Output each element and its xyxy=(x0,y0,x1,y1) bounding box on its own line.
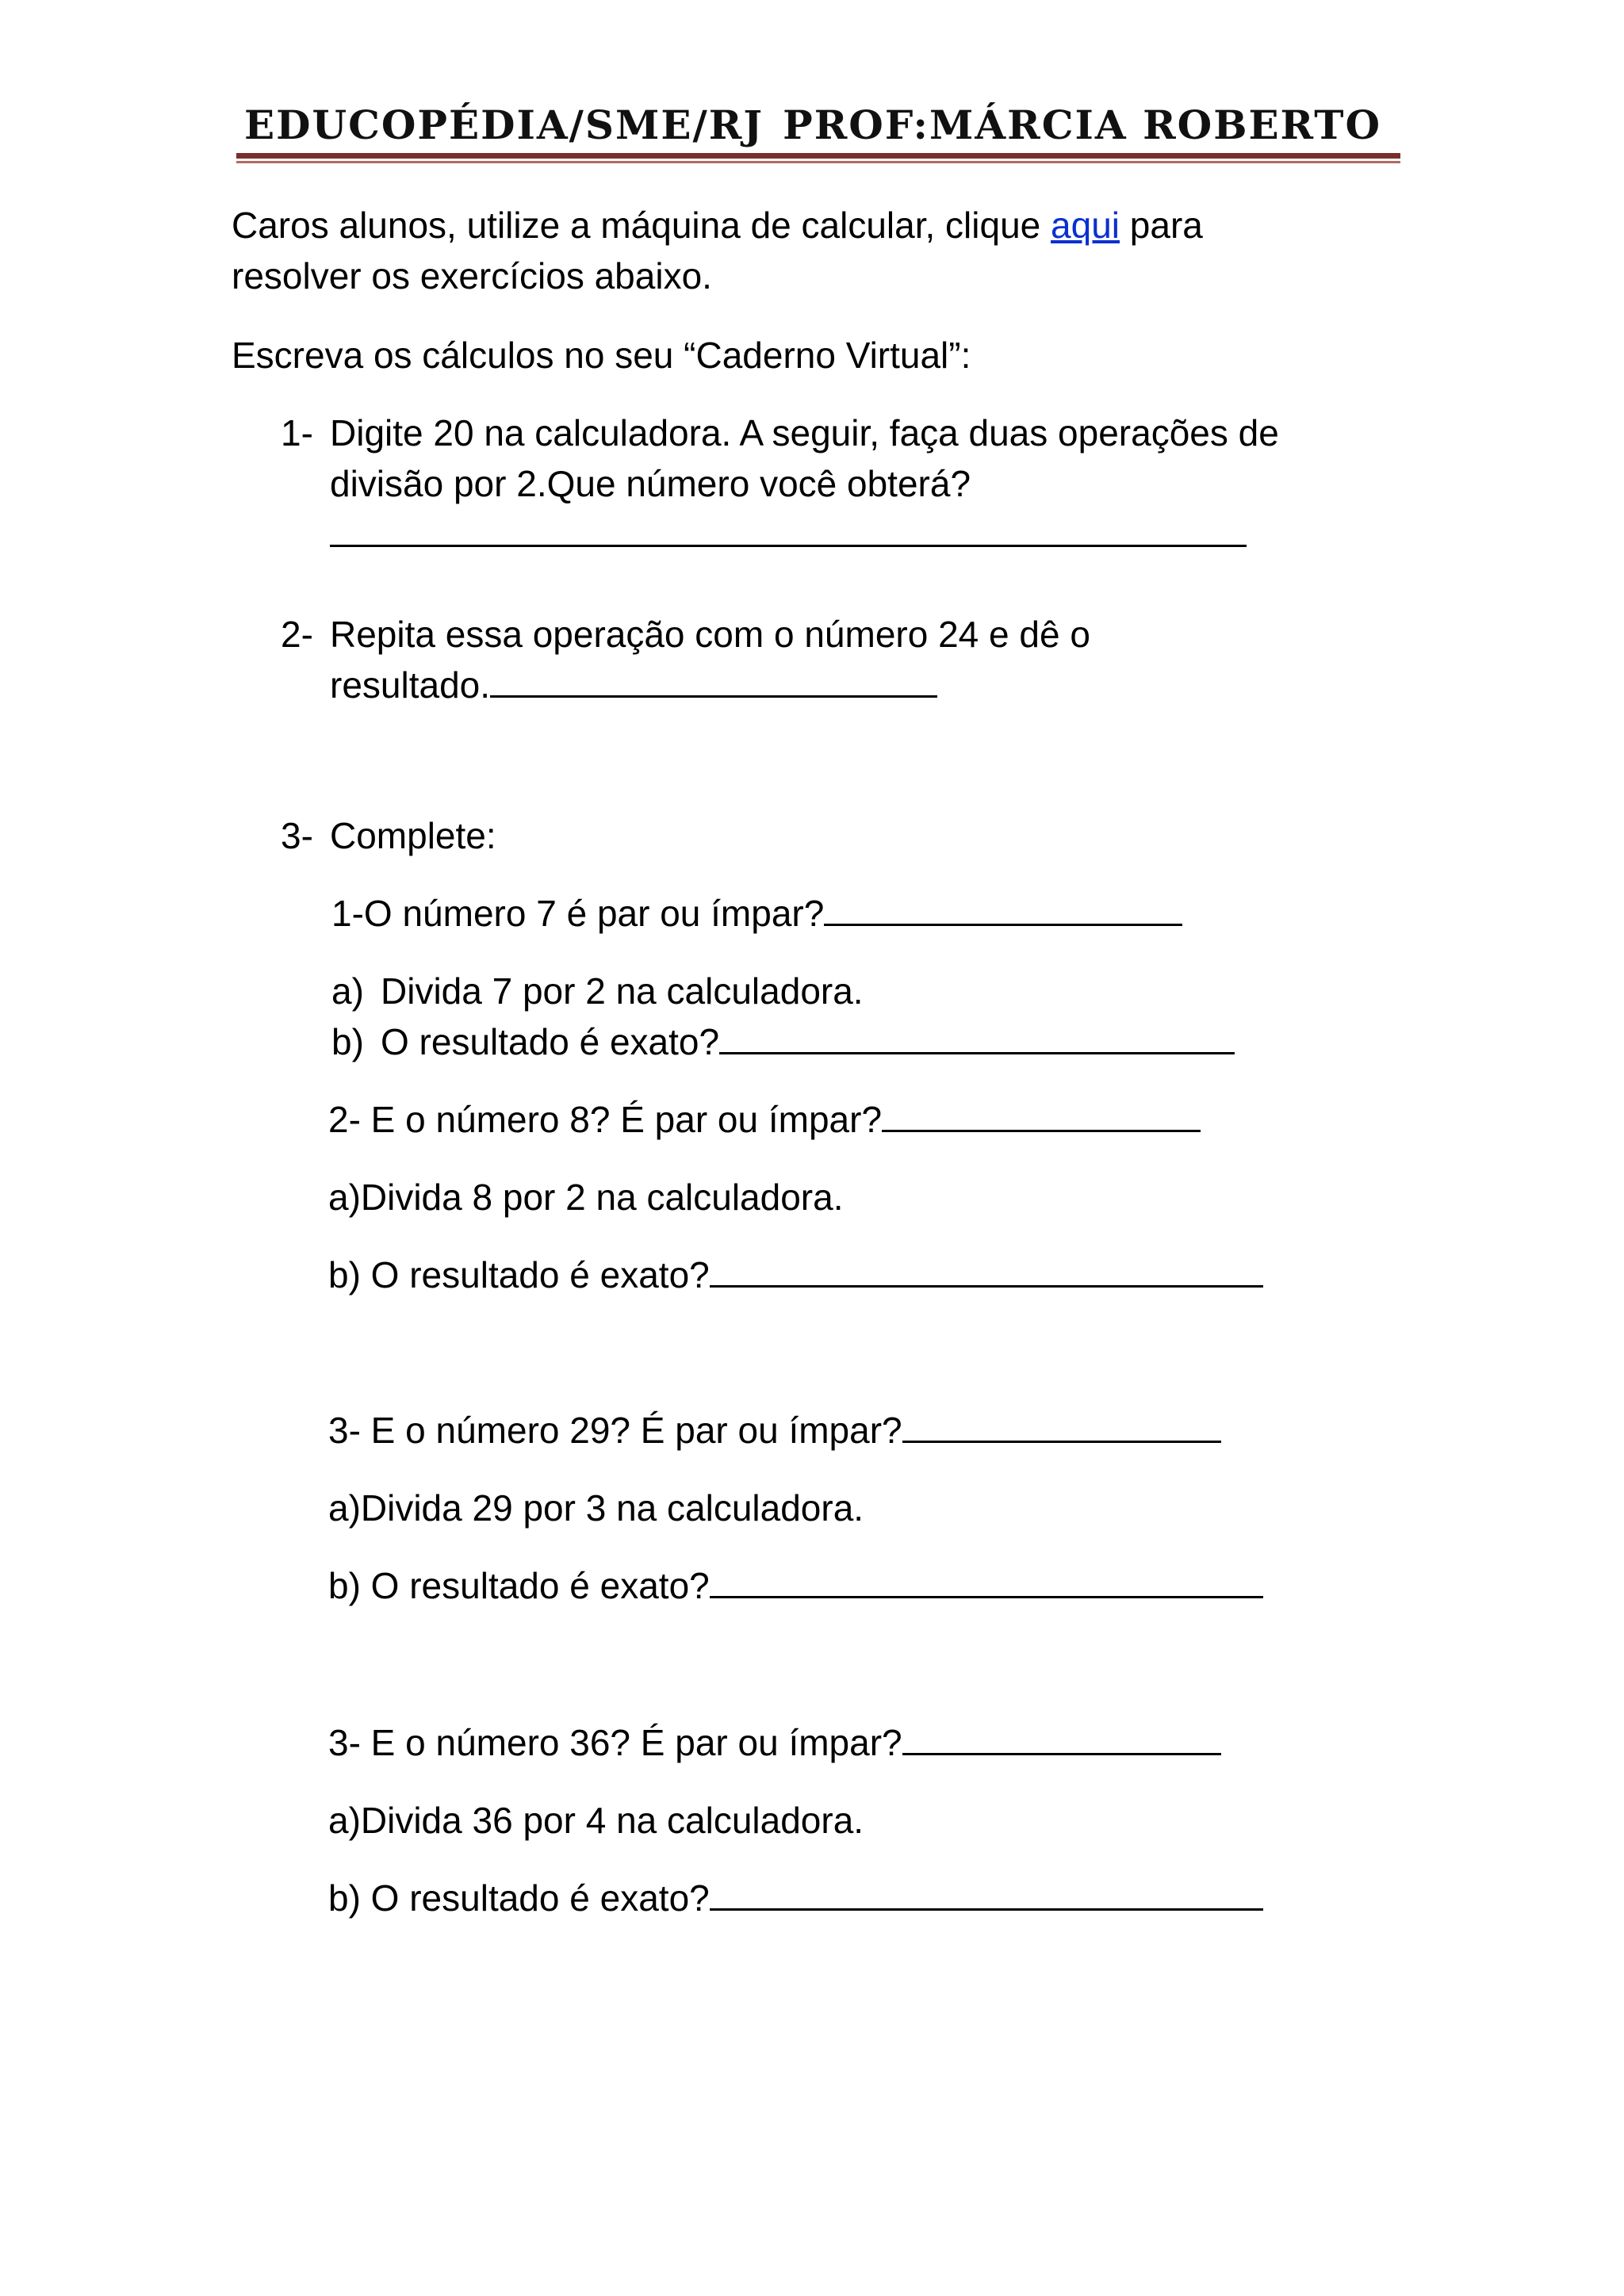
part-1-b xyxy=(331,1016,1235,1067)
part-2-b xyxy=(328,1249,1263,1300)
question-2-number: 2- xyxy=(281,614,313,655)
question-1-answer-line xyxy=(330,509,1247,560)
part-question-text: 2- E o número 8? É par ou ímpar? xyxy=(328,1099,883,1140)
part-1-question xyxy=(331,888,1182,939)
item-a-marker: a) xyxy=(331,970,364,1012)
answer-blank[interactable] xyxy=(824,892,1182,926)
answer-blank[interactable] xyxy=(710,1877,1263,1911)
intro-line-1 xyxy=(232,200,1203,251)
answer-blank[interactable] xyxy=(719,1020,1235,1054)
instruction-text: Escreva os cálculos no seu “Caderno Virtual”: xyxy=(232,335,971,376)
question-1-line-1 xyxy=(281,408,1279,458)
part-question-text: 3- E o número 36? É par ou ímpar? xyxy=(328,1722,902,1763)
answer-blank[interactable] xyxy=(902,1721,1221,1755)
part-4-a: a)Divida 36 por 4 na calculadora. xyxy=(328,1800,864,1841)
item-b-text: b) O resultado é exato? xyxy=(328,1565,710,1606)
question-2-line-1 xyxy=(281,609,1090,660)
part-1-a xyxy=(331,966,864,1016)
question-2-text: Repita essa operação com o número 24 e dê o xyxy=(330,614,1090,655)
part-3-b xyxy=(328,1560,1263,1611)
part-4-b xyxy=(328,1873,1263,1923)
answer-blank[interactable] xyxy=(710,1253,1263,1288)
item-a-text: Divida 7 por 2 na calculadora. xyxy=(381,970,864,1012)
header-divider xyxy=(236,153,1400,159)
intro-text: Caros alunos, utilize a máquina de calcular, clique xyxy=(232,205,1051,246)
header-left-title: EDUCOPÉDIA/SME/RJ xyxy=(244,101,764,148)
part-3-question xyxy=(328,1405,1221,1456)
question-1-line-2: divisão por 2.Que número você obterá? xyxy=(330,463,971,504)
header-right-author: PROF:MÁRCIA ROBERTO xyxy=(783,101,1381,148)
answer-blank[interactable] xyxy=(902,1409,1221,1443)
question-1-number: 1- xyxy=(281,412,313,453)
answer-blank[interactable] xyxy=(330,513,1247,547)
part-question-text: 3- E o número 29? É par ou ímpar? xyxy=(328,1410,902,1451)
header-divider-thin xyxy=(236,161,1400,163)
item-b-text: b) O resultado é exato? xyxy=(328,1877,710,1919)
question-3-number: 3- xyxy=(281,815,313,856)
part-4-question xyxy=(328,1717,1221,1768)
intro-text-end: para xyxy=(1120,205,1203,246)
question-1-text: Digite 20 na calculadora. A seguir, faça duas operações de xyxy=(330,412,1279,453)
question-2-line-2 xyxy=(330,660,937,710)
answer-blank[interactable] xyxy=(882,1098,1201,1132)
item-b-text: O resultado é exato? xyxy=(381,1021,720,1062)
calculator-link[interactable]: aqui xyxy=(1051,205,1120,246)
part-3-a: a)Divida 29 por 3 na calculadora. xyxy=(328,1487,864,1529)
question-3-title: Complete: xyxy=(330,815,496,856)
item-b-marker: b) xyxy=(331,1021,364,1062)
item-b-text: b) O resultado é exato? xyxy=(328,1254,710,1295)
answer-blank[interactable] xyxy=(710,1564,1263,1598)
question-3-line xyxy=(281,810,496,861)
part-2-a: a)Divida 8 por 2 na calculadora. xyxy=(328,1177,844,1218)
question-2-text-2: resultado. xyxy=(330,664,491,706)
intro-line-2: resolver os exercícios abaixo. xyxy=(232,255,712,297)
answer-blank[interactable] xyxy=(490,664,937,698)
part-question-text: 1-O número 7 é par ou ímpar? xyxy=(331,893,825,934)
part-2-question xyxy=(328,1094,1201,1145)
